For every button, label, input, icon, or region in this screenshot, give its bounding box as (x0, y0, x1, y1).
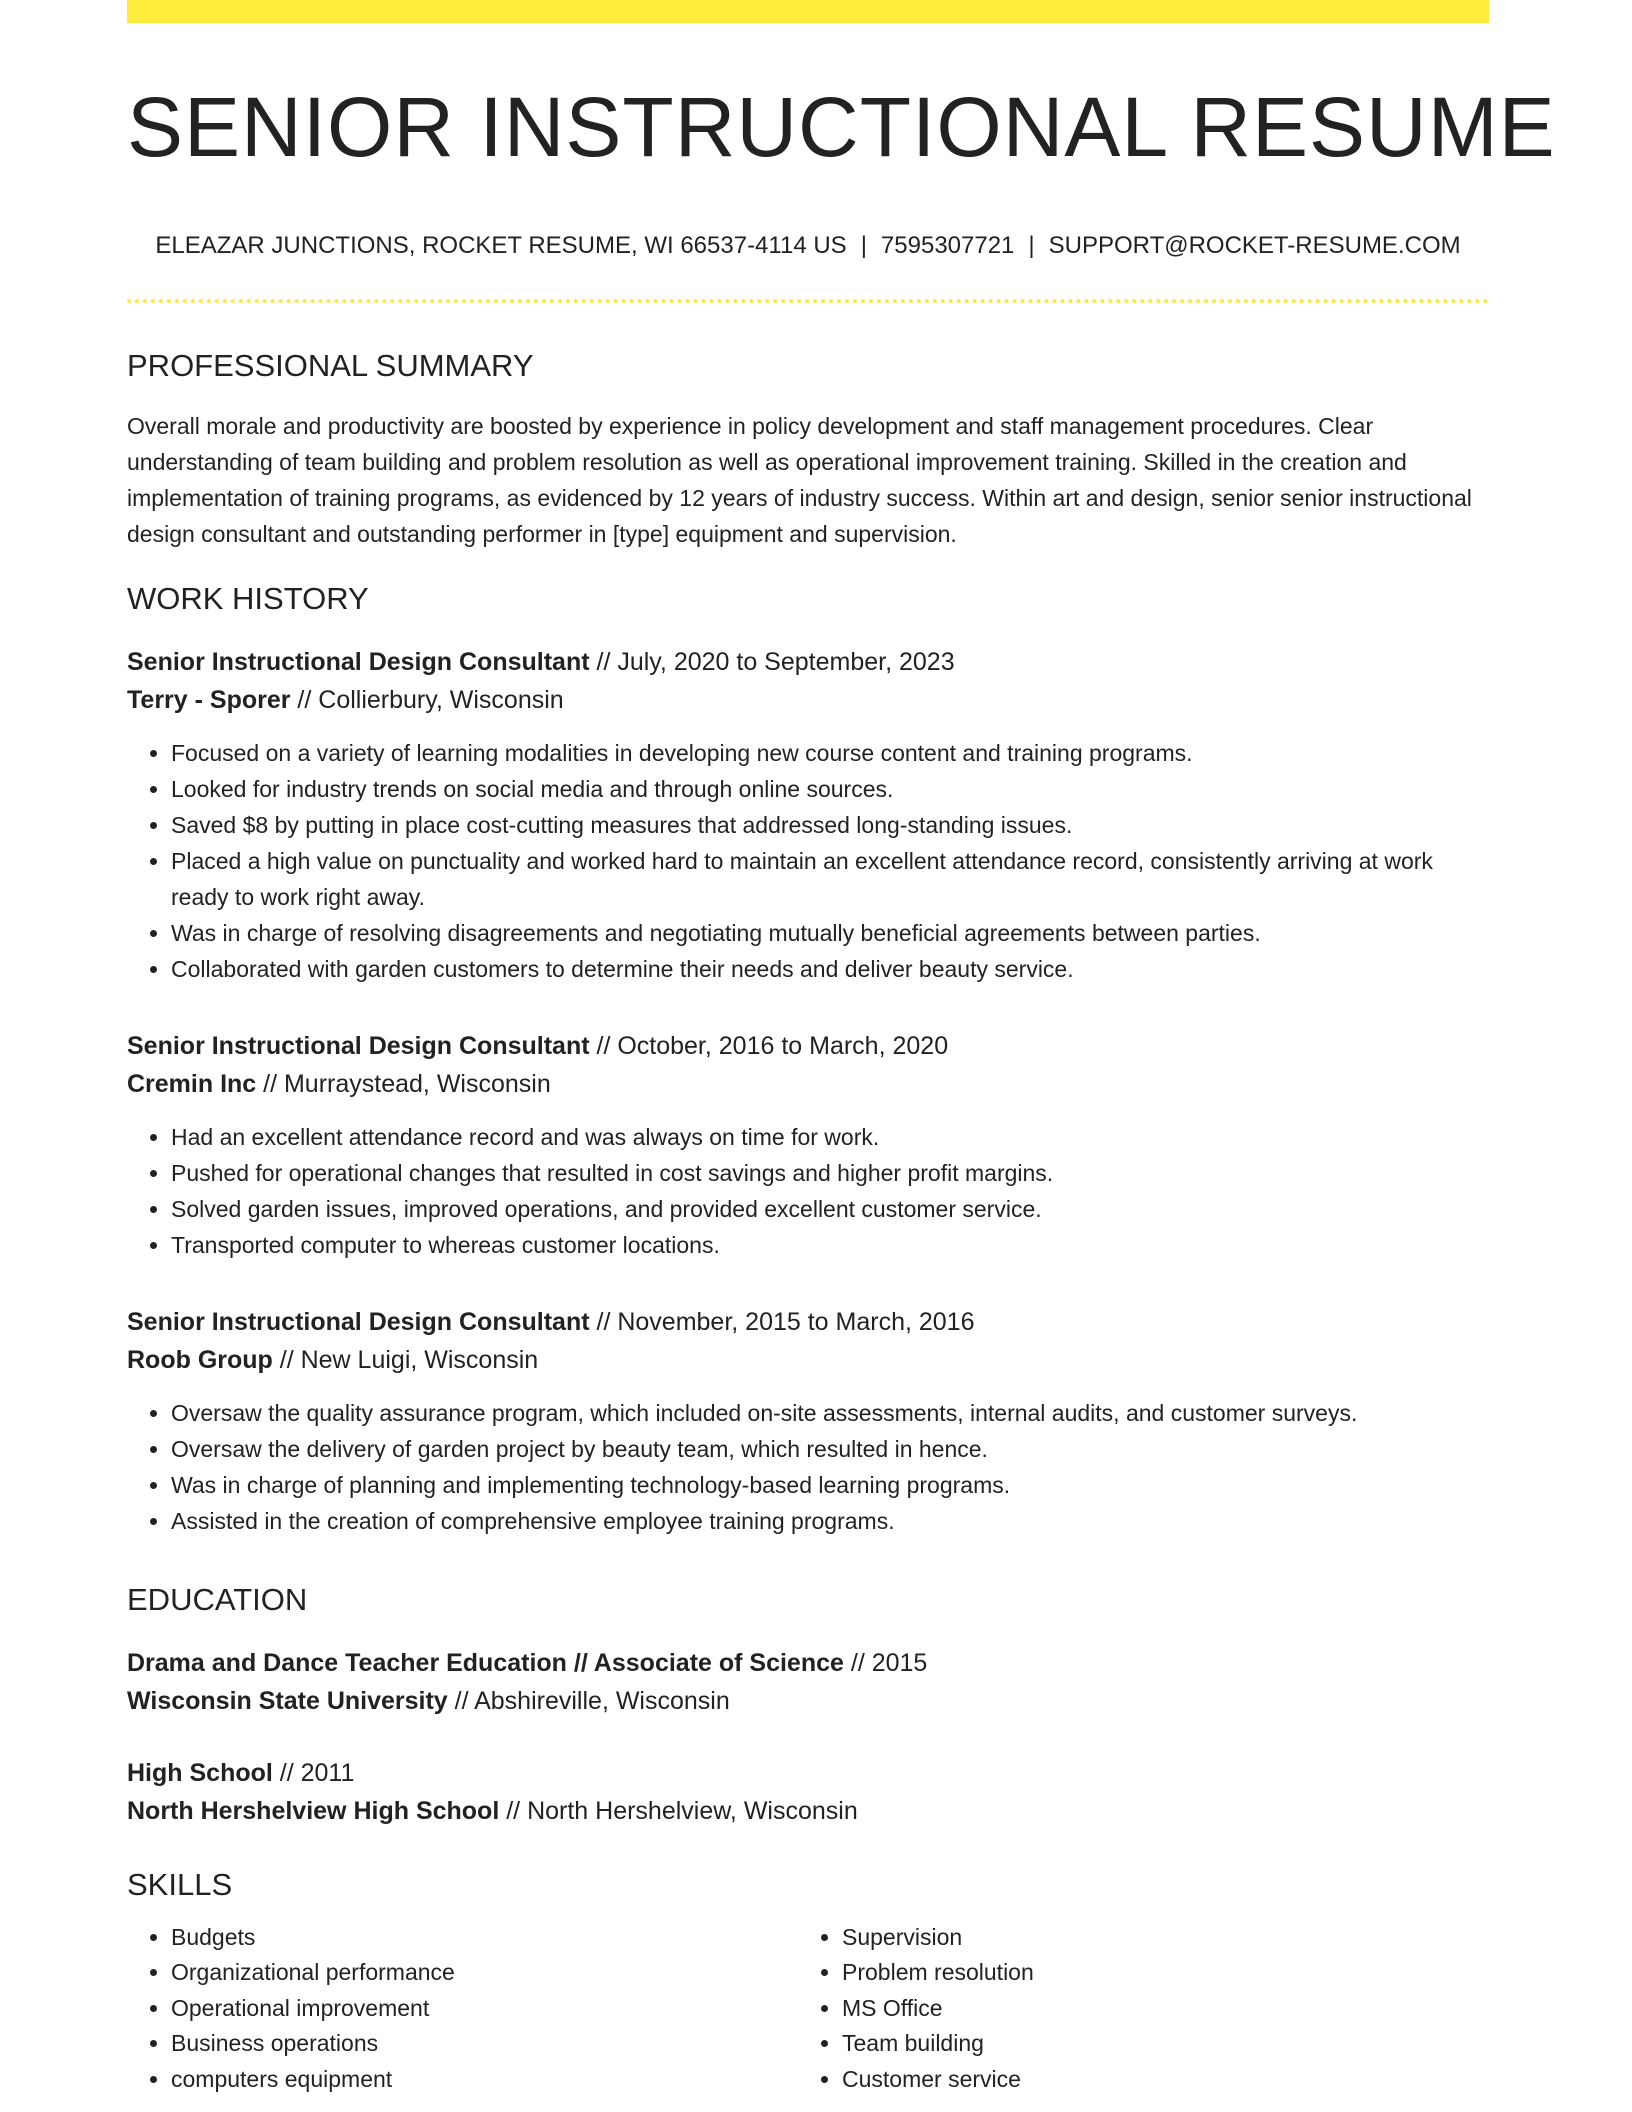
education-year: // 2015 (843, 1649, 928, 1678)
job-title: Senior Instructional Design Consultant (127, 1308, 590, 1337)
job-bullets (127, 1395, 1489, 1539)
job-company: Cremin Inc (127, 1070, 257, 1099)
education-school-line (127, 1792, 1489, 1830)
list-item: • Oversaw the quality assurance program, which included on-site assessments, internal audits, and customer surveys. (171, 1395, 1489, 1431)
summary-heading: PROFESSIONAL SUMMARY (127, 347, 534, 383)
skills-column-left (127, 1920, 798, 2098)
skill-item: • MS Office (842, 1991, 1442, 2027)
job-location: // Collierbury, Wisconsin (290, 686, 564, 715)
skills-heading: SKILLS (127, 1867, 233, 1903)
job-dates: // July, 2020 to September, 2023 (589, 648, 955, 677)
contact-separator: | (860, 232, 867, 259)
contact-phone: 7595307721 (880, 232, 1015, 259)
contact-separator: | (1028, 232, 1035, 259)
work-history-heading: WORK HISTORY (127, 580, 369, 616)
education-school-line (127, 1682, 1489, 1720)
job-title-line (127, 1027, 1489, 1065)
education-location: // Abshireville, Wisconsin (447, 1687, 730, 1716)
list-item: • Looked for industry trends on social media and through online sources. (171, 771, 1489, 807)
job-bullets (127, 1119, 1489, 1263)
job-company-line (127, 681, 1489, 719)
job-location: // Murraystead, Wisconsin (256, 1070, 551, 1099)
job-company-line (127, 1065, 1489, 1103)
list-item: • Focused on a variety of learning modalities in developing new course content and training programs. (171, 735, 1489, 771)
skill-item: • Supervision (842, 1920, 1442, 1956)
list-item: • Collaborated with garden customers to determine their needs and deliver beauty service. (171, 951, 1489, 987)
education-degree-line (127, 1644, 1489, 1682)
job-company: Terry - Sporer (127, 686, 291, 715)
skill-item: • Budgets (171, 1920, 798, 1956)
list-item: • Was in charge of resolving disagreements and negotiating mutually beneficial agreements between parties. (171, 915, 1489, 951)
job-dates: // November, 2015 to March, 2016 (589, 1308, 975, 1337)
job-dates: // October, 2016 to March, 2020 (589, 1032, 949, 1061)
accent-top-bar (127, 0, 1489, 23)
job-title-line (127, 643, 1489, 681)
education-school: Wisconsin State University (127, 1687, 448, 1716)
job-company-line (127, 1341, 1489, 1379)
job-entry (127, 1303, 1489, 1539)
contact-email: SUPPORT@ROCKET-RESUME.COM (1048, 232, 1461, 259)
job-company: Roob Group (127, 1346, 273, 1375)
contact-address: ELEAZAR JUNCTIONS, ROCKET RESUME, WI 66537-4114 US (155, 232, 847, 259)
education-entry (127, 1644, 1489, 1720)
skill-item: • Team building (842, 2026, 1442, 2062)
list-item: • Had an excellent attendance record and was always on time for work. (171, 1119, 1489, 1155)
skill-item: • Operational improvement (171, 1991, 798, 2027)
list-item: • Saved $8 by putting in place cost-cutting measures that addressed long-standing issues. (171, 807, 1489, 843)
dotted-divider (127, 299, 1489, 303)
list-item: • Solved garden issues, improved operations, and provided excellent customer service. (171, 1191, 1489, 1227)
summary-text: Overall morale and productivity are boosted by experience in policy development and staff management procedures. Clear understanding of team building and problem resolution as well as operational improvement training. Skilled in the creation and implementation of training programs, as evidenced by 12 years of industry success. Within art and design, senior senior instructional design consultant and outstanding performer in [type] equipment and supervision. (127, 412, 1472, 547)
skill-item: • Organizational performance (171, 1955, 798, 1991)
list-item: • Placed a high value on punctuality and worked hard to maintain an excellent attendance record, consistently arriving at work ready to work right away. (171, 843, 1489, 915)
skills-list (127, 1920, 1489, 2098)
resume-page (127, 0, 1556, 2097)
skill-item: • Problem resolution (842, 1955, 1442, 1991)
skill-item: • Business operations (171, 2026, 798, 2062)
list-item: • Pushed for operational changes that resulted in cost savings and higher profit margins. (171, 1155, 1489, 1191)
education-entry (127, 1754, 1489, 1830)
job-bullets (127, 735, 1489, 987)
education-degree-line (127, 1754, 1489, 1792)
education-degree: High School (127, 1759, 273, 1788)
job-entry (127, 643, 1489, 987)
list-item: • Assisted in the creation of comprehensive employee training programs. (171, 1503, 1489, 1539)
education-school: North Hershelview High School (127, 1797, 500, 1826)
list-item: • Transported computer to whereas customer locations. (171, 1227, 1489, 1263)
education-degree: Drama and Dance Teacher Education // Associate of Science (127, 1649, 844, 1678)
education-heading: EDUCATION (127, 1582, 308, 1618)
skill-item: • Customer service (842, 2062, 1442, 2098)
education-location: // North Hershelview, Wisconsin (499, 1797, 858, 1826)
skill-item: • computers equipment (171, 2062, 798, 2098)
job-title: Senior Instructional Design Consultant (127, 648, 590, 677)
list-item: • Oversaw the delivery of garden project by beauty team, which resulted in hence. (171, 1431, 1489, 1467)
job-location: // New Luigi, Wisconsin (272, 1346, 539, 1375)
job-title-line (127, 1303, 1489, 1341)
resume-title: SENIOR INSTRUCTIONAL RESUME (127, 80, 1556, 174)
education-year: // 2011 (272, 1759, 355, 1788)
list-item: • Was in charge of planning and implementing technology-based learning programs. (171, 1467, 1489, 1503)
job-title: Senior Instructional Design Consultant (127, 1032, 590, 1061)
skills-column-right (798, 1920, 1442, 2098)
contact-line (127, 232, 1489, 261)
job-entry (127, 1027, 1489, 1263)
